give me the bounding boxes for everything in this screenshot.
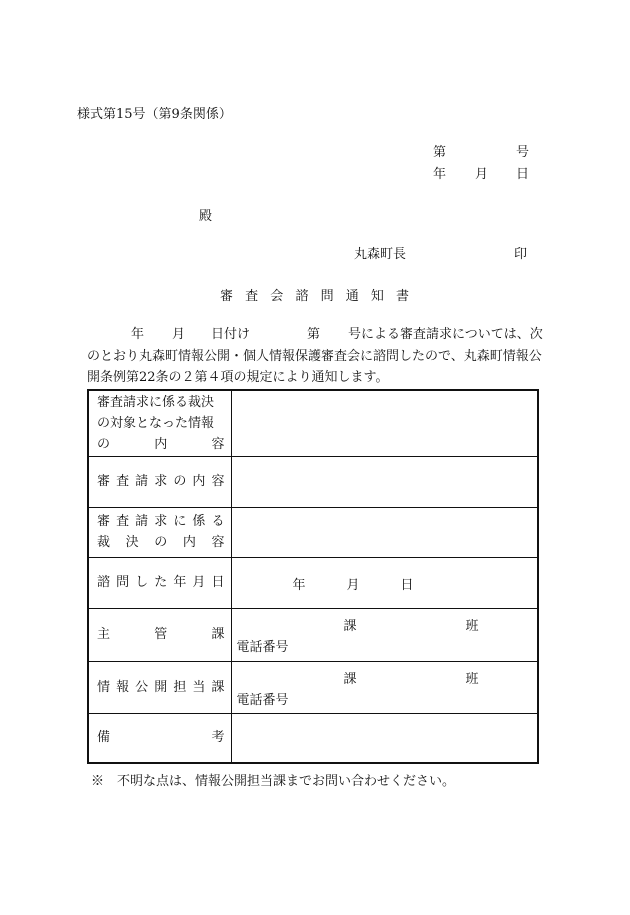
label-decision-information: 審査請求に係る裁決 の対象となった情報 の 内 容: [88, 390, 231, 456]
table-row: [88, 390, 538, 456]
document-title: 審 査 会 諮 問 通 知 書: [220, 289, 409, 304]
table-row: [88, 507, 538, 557]
body-no: 第: [307, 327, 321, 342]
inquiry-details-table: [87, 389, 539, 764]
table-row: [88, 661, 538, 713]
addressee-suffix: 殿: [199, 209, 213, 224]
label-info-disclosure-section: 情 報 公 開 担 当 課: [88, 661, 231, 713]
body-year: 年: [131, 327, 145, 342]
body-day-dated: 日付け: [211, 327, 251, 342]
body-line1-rest: 号による審査請求については、次: [348, 327, 543, 342]
table-row: [88, 557, 538, 608]
field-remarks[interactable]: [231, 713, 538, 763]
table-row: [88, 608, 538, 661]
field-decision-content[interactable]: [231, 507, 538, 557]
body-line2: のとおり丸森町情報公開・個人情報保護審査会に諮問したので、丸森町情報公: [87, 349, 542, 364]
form-number: 様式第15号（第9条関係）: [77, 107, 232, 122]
table-row: [88, 456, 538, 507]
field-responsible-section[interactable]: 課 班 電話番号: [231, 608, 538, 661]
body-month: 月: [172, 327, 186, 342]
body-line3: 開条例第22条の２第４項の規定により通知します。: [87, 370, 389, 385]
table-row: [88, 713, 538, 763]
field-info-disclosure-section[interactable]: 課 班 電話番号: [231, 661, 538, 713]
date-day: 日: [516, 167, 530, 182]
field-decision-information[interactable]: [231, 390, 538, 456]
label-request-content: 審 査 請 求 の 内 容: [88, 456, 231, 507]
date-year: 年: [433, 167, 447, 182]
label-responsible-section: 主 管 課: [88, 608, 231, 661]
doc-number-suffix: 号: [516, 145, 530, 160]
field-inquiry-date[interactable]: 年 月 日: [231, 557, 538, 608]
sender-name: 丸森町長: [354, 247, 407, 262]
date-month: 月: [475, 167, 489, 182]
label-inquiry-date: 諮 問 し た 年 月 日: [88, 557, 231, 608]
seal-mark: 印: [514, 247, 528, 262]
field-request-content[interactable]: [231, 456, 538, 507]
label-remarks: 備 考: [88, 713, 231, 763]
label-decision-content: 審 査 請 求 に 係 る 裁 決 の 内 容: [88, 507, 231, 557]
footnote: ※ 不明な点は、情報公開担当課までお問い合わせください。: [91, 774, 456, 789]
doc-number-prefix: 第: [433, 145, 447, 160]
